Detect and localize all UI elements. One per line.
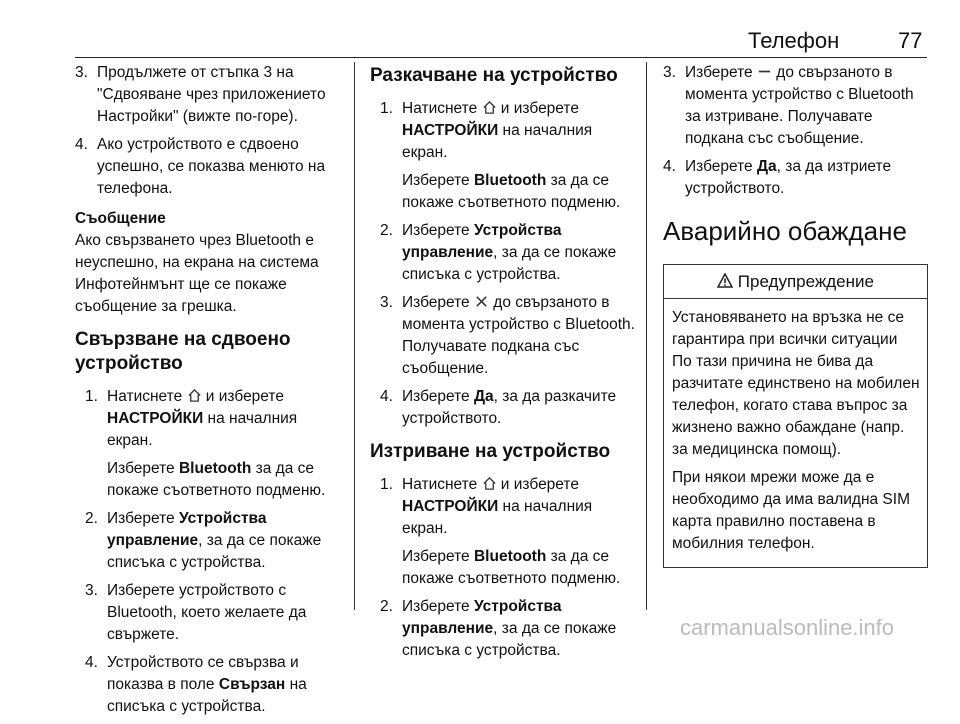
list-item: 3. Продължете от стъпка 3 на "Сдвояване чрез приложението Настройки" (вижте по-горе). <box>75 64 326 125</box>
column-1 <box>75 62 345 724</box>
list-item: 3. Изберете устройството с Bluetooth, което желаете да свържете. <box>85 582 307 643</box>
column-divider <box>646 62 647 610</box>
list-item: 4. Ако устройството е сдвоено успешно, се показва менюто на телефона. <box>75 136 326 197</box>
section-heading: Разкачване на устройство <box>370 65 618 86</box>
column-divider <box>354 62 355 610</box>
watermark-text: carmanualsonline.info <box>680 615 895 640</box>
list-item: 4. Изберете Да, за да разкачите устройството. <box>380 388 617 427</box>
home-icon <box>482 100 497 115</box>
page-header <box>0 0 960 58</box>
list-item: 2. Изберете Устройства управление, за да се покаже списъка с устройства. <box>380 598 617 659</box>
warning-box <box>663 264 928 568</box>
list-item: 2. Изберете Устройства управление, за да се покаже списъка с устройства. <box>85 510 322 571</box>
column-3 <box>663 62 928 568</box>
warning-triangle-icon <box>717 273 733 288</box>
note-text: Ако свързването чрез Bluetooth е неуспешно, на екрана на система Инфотейнмънт ще се покаже съобщение за грешка. <box>75 232 319 315</box>
warning-paragraph: При някои мрежи може да е необходимо да има валидна SIM карта правилно поставена в мобилния телефон. <box>672 469 910 552</box>
column-2 <box>370 62 640 668</box>
section-heading: Свързване на сдвоено устройство <box>75 329 291 374</box>
list-item: 1. Натиснете и изберете НАСТРОЙКИ на началния екран. Изберете Bluetooth за да се покаже съответното подменю. <box>380 476 621 587</box>
warning-body <box>664 299 927 567</box>
home-icon <box>482 476 497 491</box>
list-item: 3. Изберете до свързаното в момента устройство с Bluetooth за изтриване. Получавате подкана със съобщение. <box>663 64 914 147</box>
list-item: 1. Натиснете и изберете НАСТРОЙКИ на началния екран. Изберете Bluetooth за да се покаже съответното подменю. <box>380 100 621 211</box>
list-item: 4. Изберете Да, за да изтриете устройството. <box>663 158 892 197</box>
warning-header <box>664 265 927 299</box>
list-item: 2. Изберете Устройства управление, за да се покаже списъка с устройства. <box>380 222 617 283</box>
home-icon <box>187 388 202 403</box>
close-x-icon <box>474 294 489 309</box>
page-number: 77 <box>898 28 923 53</box>
list-item: 3. Изберете до свързаното в момента устройство с Bluetooth. Получавате подкана със съобщение. <box>380 294 635 377</box>
section-heading: Изтриване на устройство <box>370 441 611 462</box>
warning-paragraph: Установяването на връзка не се гарантира при всички ситуации По тази причина не бива да разчитате единствено на мобилен телефон, когато става въпрос за жизнено важно обаждане (напр. за медицинска помощ). <box>672 309 920 458</box>
section-heading-large: Аварийно обаждане <box>663 216 907 246</box>
list-item: 1. Натиснете и изберете НАСТРОЙКИ на началния екран. Изберете Bluetooth за да се покаже съответното подменю. <box>85 388 326 499</box>
minus-icon <box>757 64 772 79</box>
page-title: Телефон <box>748 28 840 53</box>
header-divider <box>75 57 927 58</box>
warning-title: Предупреждение <box>737 272 874 291</box>
note-title: Съобщение <box>75 210 166 227</box>
list-item: 4. Устройството се свързва и показва в поле Свързан на списъка с устройства. <box>85 654 307 715</box>
